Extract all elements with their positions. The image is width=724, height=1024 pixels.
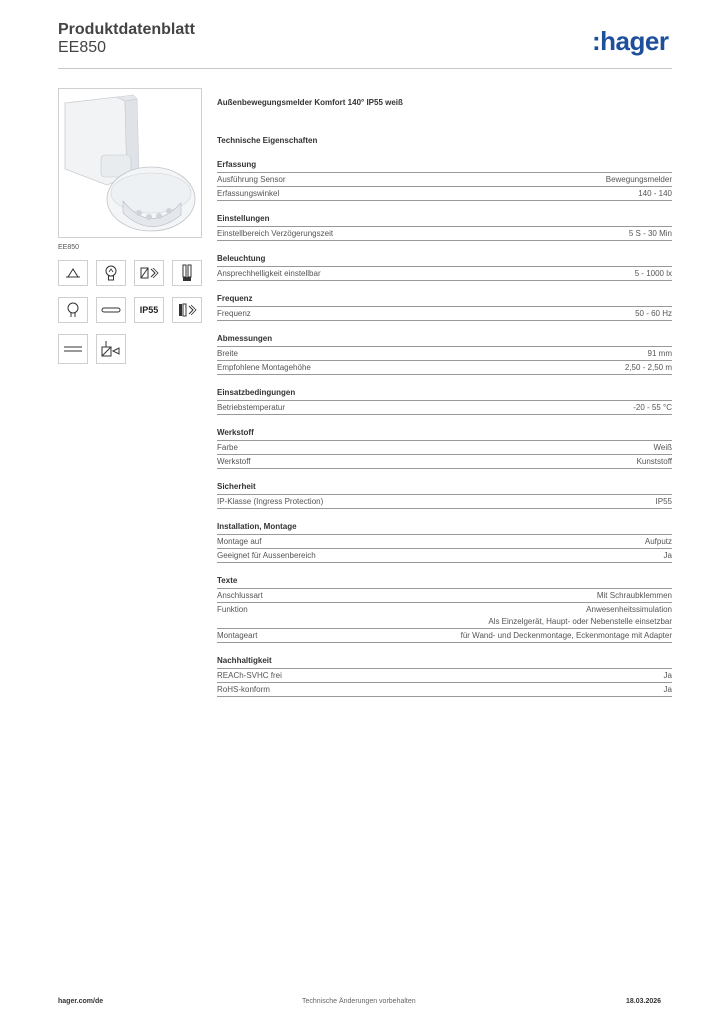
spec-value-text: -20 - 55 °C — [633, 403, 672, 412]
spec-label: Geeignet für Aussenbereich — [217, 551, 316, 560]
motion-detector-illustration — [59, 89, 201, 237]
spec-label: Erfassungswinkel — [217, 189, 280, 198]
spec-section — [217, 212, 672, 241]
spec-section — [217, 158, 672, 201]
spec-value — [323, 496, 672, 508]
spec-value — [238, 348, 672, 360]
spec-section — [217, 654, 672, 697]
section-title: Abmessungen — [217, 332, 672, 347]
spec-row — [217, 347, 672, 361]
spec-label: Anschlussart — [217, 591, 263, 600]
spec-row — [217, 669, 672, 683]
spec-value — [251, 308, 672, 320]
spec-row — [217, 589, 672, 603]
spec-value-text: 50 - 60 Hz — [635, 309, 672, 318]
spec-value-text: 5 S - 30 Min — [628, 229, 672, 238]
spec-value-text: Anwesenheitssimulation — [586, 605, 672, 614]
spec-label: Empfohlene Montagehöhe — [217, 363, 311, 372]
spec-section — [217, 252, 672, 281]
spec-value — [279, 188, 672, 200]
section-title: Beleuchtung — [217, 252, 672, 267]
spec-value-text: Aufputz — [644, 537, 672, 546]
spec-sections — [217, 158, 672, 697]
ip55-label: IP55 — [139, 305, 159, 315]
spec-section — [217, 332, 672, 375]
spec-label: Ausführung Sensor — [217, 175, 286, 184]
spec-section — [217, 426, 672, 469]
section-title: Texte — [217, 574, 672, 589]
spec-section — [217, 520, 672, 563]
spec-value — [316, 550, 672, 562]
technical-properties-heading: Technische Eigenschaften — [217, 136, 318, 145]
spec-row — [217, 361, 672, 375]
spec-value-text: 91 mm — [647, 349, 672, 358]
section-title: Installation, Montage — [217, 520, 672, 535]
product-name: Außenbewegungsmelder Komfort 140° IP55 weiß — [217, 98, 403, 107]
footer-website: hager.com/de — [58, 998, 104, 1005]
spec-value-text: IP55 — [655, 497, 672, 506]
spec-row — [217, 495, 672, 509]
page-title: Produktdatenblatt — [58, 21, 195, 38]
spec-section — [217, 574, 672, 643]
spec-value — [238, 442, 672, 454]
ip55-icon — [134, 297, 164, 323]
sensor-range-icon — [172, 297, 202, 323]
tube-lamp-icon — [96, 297, 126, 323]
product-reference: EE850 — [58, 39, 107, 56]
spec-row — [217, 441, 672, 455]
spec-row — [217, 401, 672, 415]
bulb-icon — [96, 260, 126, 286]
spec-value-text: Weiß — [653, 443, 672, 452]
spec-value-text: Mit Schraubklemmen — [596, 591, 672, 600]
spec-value-text: Ja — [663, 671, 672, 680]
spec-value-text: Kunststoff — [636, 457, 672, 466]
spec-value — [286, 174, 673, 186]
section-title: Werkstoff — [217, 426, 672, 441]
wall-mount-icon — [58, 334, 88, 364]
section-title: Einstellungen — [217, 212, 672, 227]
section-title: Einsatzbedingungen — [217, 386, 672, 401]
incandescent-lamp-icon — [58, 297, 88, 323]
spec-value — [261, 536, 672, 548]
spec-row — [217, 227, 672, 241]
spec-value — [251, 456, 673, 468]
spec-value — [282, 670, 672, 682]
spec-row — [217, 187, 672, 201]
spec-value-text: Bewegungsmelder — [605, 175, 672, 184]
spec-row — [217, 455, 672, 469]
spec-label: Montage auf — [217, 537, 262, 546]
spec-value — [333, 228, 672, 240]
footer-disclaimer: Technische Änderungen vorbehalten — [302, 998, 416, 1005]
spec-label: REACh-SVHC frei — [217, 671, 282, 680]
spec-value-text: für Wand- und Deckenmontage, Eckenmontage mit Adapter — [460, 631, 672, 640]
spec-label: Funktion — [217, 605, 248, 614]
spec-label: RoHS-konform — [217, 685, 270, 694]
spec-value — [257, 630, 672, 642]
product-code: EE850 — [58, 244, 80, 251]
section-title: Sicherheit — [217, 480, 672, 495]
spec-row — [217, 267, 672, 281]
spec-section — [217, 386, 672, 415]
spec-value — [248, 604, 672, 628]
spec-label: Frequenz — [217, 309, 251, 318]
spec-value — [263, 590, 672, 602]
spec-value-text: Ja — [663, 685, 672, 694]
spec-row — [217, 173, 672, 187]
section-title: Nachhaltigkeit — [217, 654, 672, 669]
spec-row — [217, 307, 672, 321]
spec-row — [217, 549, 672, 563]
product-image — [58, 88, 202, 238]
spec-value-text-2: Als Einzelgerät, Haupt- oder Nebenstelle einsetzbar — [488, 617, 672, 626]
spec-row — [217, 629, 672, 643]
spec-label: Einstellbereich Verzögerungszeit — [217, 229, 334, 238]
spec-value — [285, 402, 672, 414]
spec-label: Betriebstemperatur — [217, 403, 286, 412]
spec-label: Werkstoff — [217, 457, 251, 466]
ceiling-mount-icon — [58, 260, 88, 286]
motion-detection-icon — [134, 260, 164, 286]
technical-data — [217, 96, 672, 708]
spec-label: Ansprechhelligkeit einstellbar — [217, 269, 321, 278]
spec-section — [217, 480, 672, 509]
spec-label: IP-Klasse (Ingress Protection) — [217, 497, 324, 506]
spec-value-text: 5 - 1000 lx — [634, 269, 672, 278]
section-title: Erfassung — [217, 158, 672, 173]
lamp-switch-icon — [96, 334, 126, 364]
spec-section — [217, 292, 672, 321]
spec-value — [270, 684, 672, 696]
spec-value-text: 140 - 140 — [638, 189, 672, 198]
footer-date: 18.03.2026 — [626, 998, 662, 1005]
hager-logo: :hager — [592, 26, 669, 56]
spec-label: Breite — [217, 349, 238, 358]
spec-row — [217, 683, 672, 697]
section-title: Frequenz — [217, 292, 672, 307]
spec-value-text: 2,50 - 2,50 m — [624, 363, 672, 372]
spec-label: Farbe — [217, 443, 238, 452]
header-divider — [58, 68, 672, 69]
fluorescent-lamp-icon — [172, 260, 202, 286]
spec-value-text: Ja — [663, 551, 672, 560]
spec-value — [321, 268, 672, 280]
spec-label: Montageart — [217, 631, 258, 640]
spec-row — [217, 603, 672, 629]
spec-value — [311, 362, 672, 374]
spec-row — [217, 535, 672, 549]
